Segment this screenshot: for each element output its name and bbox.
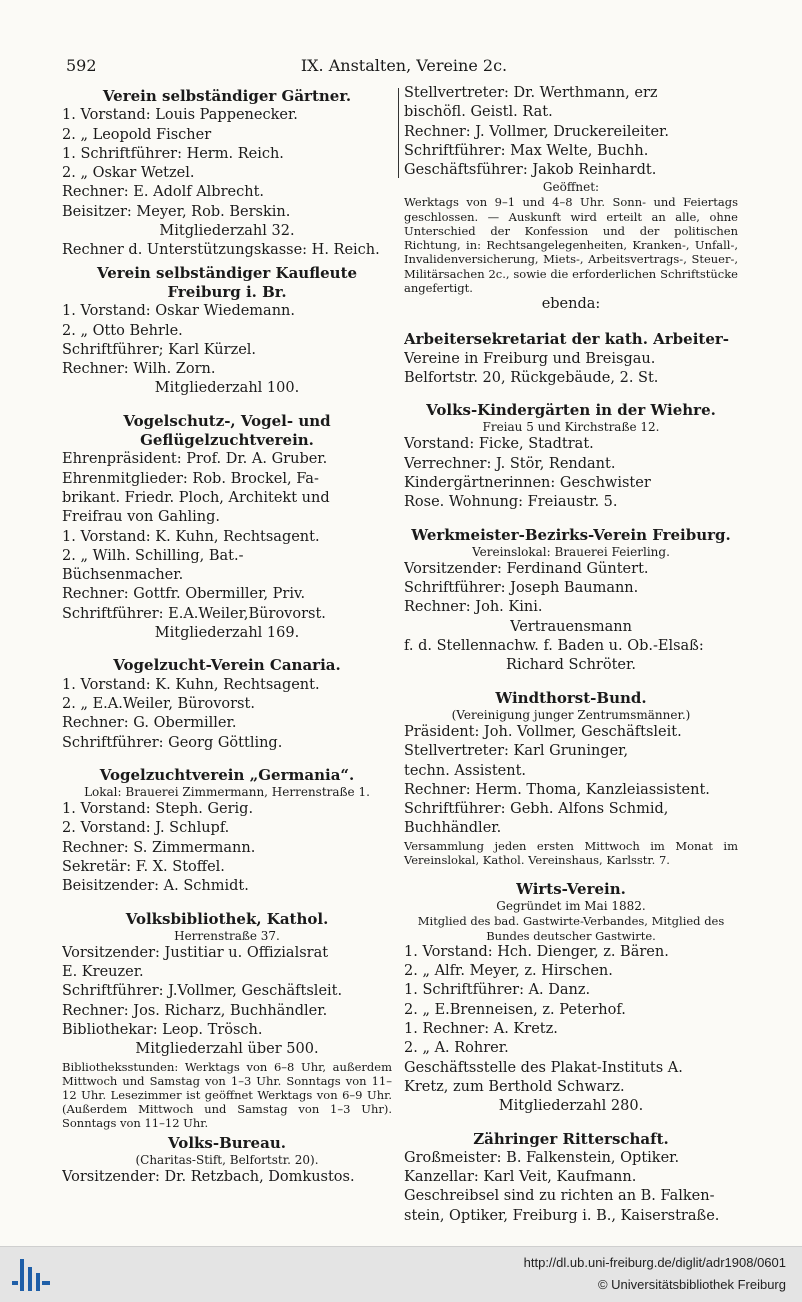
section-heading: Verein selbständiger Kaufleute Freiburg i. Br. xyxy=(96,263,358,301)
entry-line: brikant. Friedr. Ploch, Architekt und xyxy=(62,489,330,506)
member-count: Mitgliederzahl über 500. xyxy=(135,1041,319,1058)
page-number: 592 xyxy=(66,56,97,75)
entry-line: Rose. Wohnung: Freiaustr. 5. xyxy=(404,494,618,511)
entry-line: Schriftführer: Max Welte, Buchh. xyxy=(404,142,649,159)
meeting-note: Versammlung jeden ersten Mittwoch im Monat im Vereinslokal, Kathol. Vereinshaus, Karlsstr. 7. xyxy=(404,838,738,867)
right-column xyxy=(404,84,738,1226)
entry-line: Geschäftsführer: Jakob Reinhardt. xyxy=(404,162,657,179)
entry-line: Belfortstr. 20, Rückgebäude, 2. St. xyxy=(404,369,659,386)
entry-line: bischöfl. Geistl. Rat. xyxy=(404,104,553,121)
section-subheading: (Vereinigung junger Zentrumsmänner.) xyxy=(451,707,691,722)
left-column xyxy=(62,84,392,1187)
member-count: Mitgliederzahl 100. xyxy=(154,380,300,397)
entry-line: stein, Optiker, Freiburg i. B., Kaiserstraße. xyxy=(404,1207,720,1224)
page-title: IX. Anstalten, Vereine 2c. xyxy=(300,56,508,75)
section-heading: Vogelschutz-, Vogel- und Geflügelzuchtverein. xyxy=(123,411,331,450)
entry-line: 1. Rechner: A. Kretz. xyxy=(404,1021,558,1038)
entry-line: Rechner: Jos. Richarz, Buchhändler. xyxy=(62,1002,328,1019)
entry-line: 2. „ A. Rohrer. xyxy=(404,1040,509,1057)
entry-line: 1. Schriftführer: A. Danz. xyxy=(404,982,591,999)
entry-line: Ehrenpräsident: Prof. Dr. A. Gruber. xyxy=(62,451,328,468)
member-count: Mitgliederzahl 32. xyxy=(159,223,295,240)
entry-line: Rechner: J. Vollmer, Druckereileiter. xyxy=(404,123,669,140)
entry-line: Beisitzer: Meyer, Rob. Berskin. xyxy=(62,203,291,220)
entry-line: Rechner: Gottfr. Obermiller, Priv. xyxy=(62,586,306,603)
entry-line: Geschäftsstelle des Plakat-Instituts A. xyxy=(404,1059,683,1076)
entry-line: techn. Assistent. xyxy=(404,762,527,779)
section-subheading: Geöffnet: xyxy=(542,180,600,195)
entry-line: Rechner d. Unterstützungskasse: H. Reich. xyxy=(62,242,380,259)
entry-line: Großmeister: B. Falkenstein, Optiker. xyxy=(404,1149,680,1166)
entry-line: Stellvertreter: Dr. Werthmann, erz xyxy=(404,85,658,101)
copyright-text: © Universitätsbibliothek Freiburg xyxy=(597,1277,786,1292)
entry-line: Rechner: Herm. Thoma, Kanzleiassistent. xyxy=(404,781,710,798)
entry-line: Beisitzender: A. Schmidt. xyxy=(62,878,249,895)
section-subheading: Gegründet im Mai 1882. xyxy=(496,899,646,914)
entry-line: Rechner: G. Obermiller. xyxy=(62,715,237,732)
section-heading: Arbeitersekretariat der kath. Arbeiter- xyxy=(404,330,730,349)
section-heading: Volksbibliothek, Kathol. xyxy=(125,909,329,928)
entry-line: 2. Vorstand: J. Schlupf. xyxy=(62,820,230,837)
entry-line: Präsident: Joh. Vollmer, Geschäftsleit. xyxy=(404,723,682,740)
viewer-footer xyxy=(0,1246,802,1302)
section-heading: Vogelzucht-Verein Canaria. xyxy=(113,656,341,675)
entry-line: E. Kreuzer. xyxy=(62,964,144,981)
entry-line: Vorsitzender: Dr. Retzbach, Domkustos. xyxy=(62,1168,355,1185)
entry-line: Kanzellar: Karl Veit, Kaufmann. xyxy=(404,1169,637,1186)
section-heading: Verein selbständiger Gärtner. xyxy=(102,87,352,105)
section-heading: Werkmeister-Bezirks-Verein Freiburg. xyxy=(411,525,731,544)
entry-line: Sekretär: F. X. Stoffel. xyxy=(62,858,225,875)
section-subheading: Freiau 5 und Kirchstraße 12. xyxy=(482,420,660,435)
entry-line: Schriftführer; Karl Kürzel. xyxy=(62,341,257,358)
entry-line: Buchhändler. xyxy=(404,820,502,837)
entry-line: Schriftführer: Georg Göttling. xyxy=(62,734,283,751)
section-heading: Volks-Bureau. xyxy=(168,1133,286,1152)
page-header xyxy=(66,56,742,80)
entry-line: ebenda: xyxy=(541,295,601,312)
source-url-link[interactable]: http://dl.ub.uni-freiburg.de/diglit/adr1908/0601 xyxy=(523,1255,786,1270)
entry-line: Schriftführer: Joseph Baumann. xyxy=(404,580,639,597)
entry-line: 1. Vorstand: K. Kuhn, Rechtsagent. xyxy=(62,676,320,693)
entry-line: Ehrenmitglieder: Rob. Brockel, Fa- xyxy=(62,470,319,487)
membership-note: Mitglied des bad. Gastwirte-Verbandes, Mitglied des Bundes deutscher Gastwirte. xyxy=(417,914,725,943)
opening-hours-note: Bibliotheksstunden: Werktags von 6–8 Uhr, außerdem Mittwoch und Samstag von 1–3 Uhr. Sonntags von 11–12 Uhr. Lesezimmer ist geöffnet Werktags von 6–9 Uhr. (Außerdem Mittwoch und Samstag von 1–3 Uhr). Sonntags von 11–12 Uhr. xyxy=(62,1059,392,1131)
entry-line: Schriftführer: Gebh. Alfons Schmid, xyxy=(404,801,669,818)
entry-line: 2. „ E.Brenneisen, z. Peterhof. xyxy=(404,1001,626,1018)
column-rule xyxy=(398,88,399,178)
entry-line: Vertrauensmann xyxy=(510,618,632,635)
entry-line: Bibliothekar: Leop. Trösch. xyxy=(62,1022,263,1039)
section-heading: Vogelzuchtverein „Germania“. xyxy=(99,765,355,784)
section-subheading: Vereinslokal: Brauerei Feierling. xyxy=(472,544,670,559)
entry-line: Büchsenmacher. xyxy=(62,567,184,584)
entry-line: 2. „ Otto Behrle. xyxy=(62,322,183,339)
entry-line: Freifrau von Gahling. xyxy=(62,509,221,526)
section-heading: Zähringer Ritterschaft. xyxy=(473,1129,669,1148)
entry-line: 1. Vorstand: Hch. Dienger, z. Bären. xyxy=(404,943,669,960)
member-count: Mitgliederzahl 280. xyxy=(498,1098,644,1115)
entry-line: 2. „ Wilh. Schilling, Bat.- xyxy=(62,547,244,564)
entry-line: 2. „ Alfr. Meyer, z. Hirschen. xyxy=(404,963,613,980)
section-subheading: Herrenstraße 37. xyxy=(174,928,280,943)
section-subheading: (Charitas-Stift, Belfortstr. 20). xyxy=(135,1152,319,1167)
library-logo-icon xyxy=(12,1255,52,1295)
entry-line: Rechner: S. Zimmermann. xyxy=(62,839,256,856)
entry-line: Schriftführer: J.Vollmer, Geschäftsleit. xyxy=(62,983,343,1000)
entry-line: Vereine in Freiburg und Breisgau. xyxy=(404,350,656,367)
entry-line: f. d. Stellennachw. f. Baden u. Ob.-Elsaß: xyxy=(404,638,704,655)
entry-line: Verrechner: J. Stör, Rendant. xyxy=(404,455,616,472)
entry-line: Stellvertreter: Karl Gruninger, xyxy=(404,743,629,760)
member-count: Mitgliederzahl 169. xyxy=(154,625,300,642)
entry-line: Rechner: E. Adolf Albrecht. xyxy=(62,184,265,201)
entry-line: 1. Vorstand: Louis Pappenecker. xyxy=(62,107,298,124)
section-heading: Volks-Kindergärten in der Wiehre. xyxy=(426,401,716,420)
entry-line: Geschreibsel sind zu richten an B. Falken- xyxy=(404,1188,715,1205)
entry-line: Richard Schröter. xyxy=(506,657,636,674)
section-heading: Windthorst-Bund. xyxy=(495,688,647,707)
entry-line: Vorsitzender: Ferdinand Güntert. xyxy=(404,560,649,577)
entry-line: Rechner: Joh. Kini. xyxy=(404,599,543,616)
entry-line: 1. Vorstand: K. Kuhn, Rechtsagent. xyxy=(62,528,320,545)
entry-line: 1. Vorstand: Steph. Gerig. xyxy=(62,801,254,818)
entry-line: 2. „ Leopold Fischer xyxy=(62,126,212,143)
entry-line: Vorsitzender: Justitiar u. Offizialsrat xyxy=(62,944,329,961)
entry-line: 2. „ Oskar Wetzel. xyxy=(62,165,195,182)
entry-line: Vorstand: Ficke, Stadtrat. xyxy=(404,436,594,453)
entry-line: Rechner: Wilh. Zorn. xyxy=(62,361,216,378)
section-subheading: Lokal: Brauerei Zimmermann, Herrenstraße 1. xyxy=(84,785,370,800)
entry-line: 1. Vorstand: Oskar Wiedemann. xyxy=(62,303,295,320)
entry-line: 1. Schriftführer: Herm. Reich. xyxy=(62,145,284,162)
entry-line: 2. „ E.A.Weiler, Bürovorst. xyxy=(62,695,255,712)
opening-hours-note: Werktags von 9–1 und 4–8 Uhr. Sonn- und Feiertags geschlossen. — Auskunft wird erteilt an alle, ohne Unterschied der Konfession und der politischen Richtung, in: Rechtsangelegenheiten, Kranken-, Unfall-, Invalidenversicherung, Miets-, Arbeitsvertrags-, Steuer-, Militärsachen 2c., sowie die erforderlichen Schriftstücke angefertigt. xyxy=(404,195,738,295)
entry-line: Kretz, zum Berthold Schwarz. xyxy=(404,1078,625,1095)
entry-line: Schriftführer: E.A.Weiler,Bürovorst. xyxy=(62,605,326,622)
section-heading: Wirts-Verein. xyxy=(516,880,626,899)
entry-line: Kindergärtnerinnen: Geschwister xyxy=(404,474,651,491)
